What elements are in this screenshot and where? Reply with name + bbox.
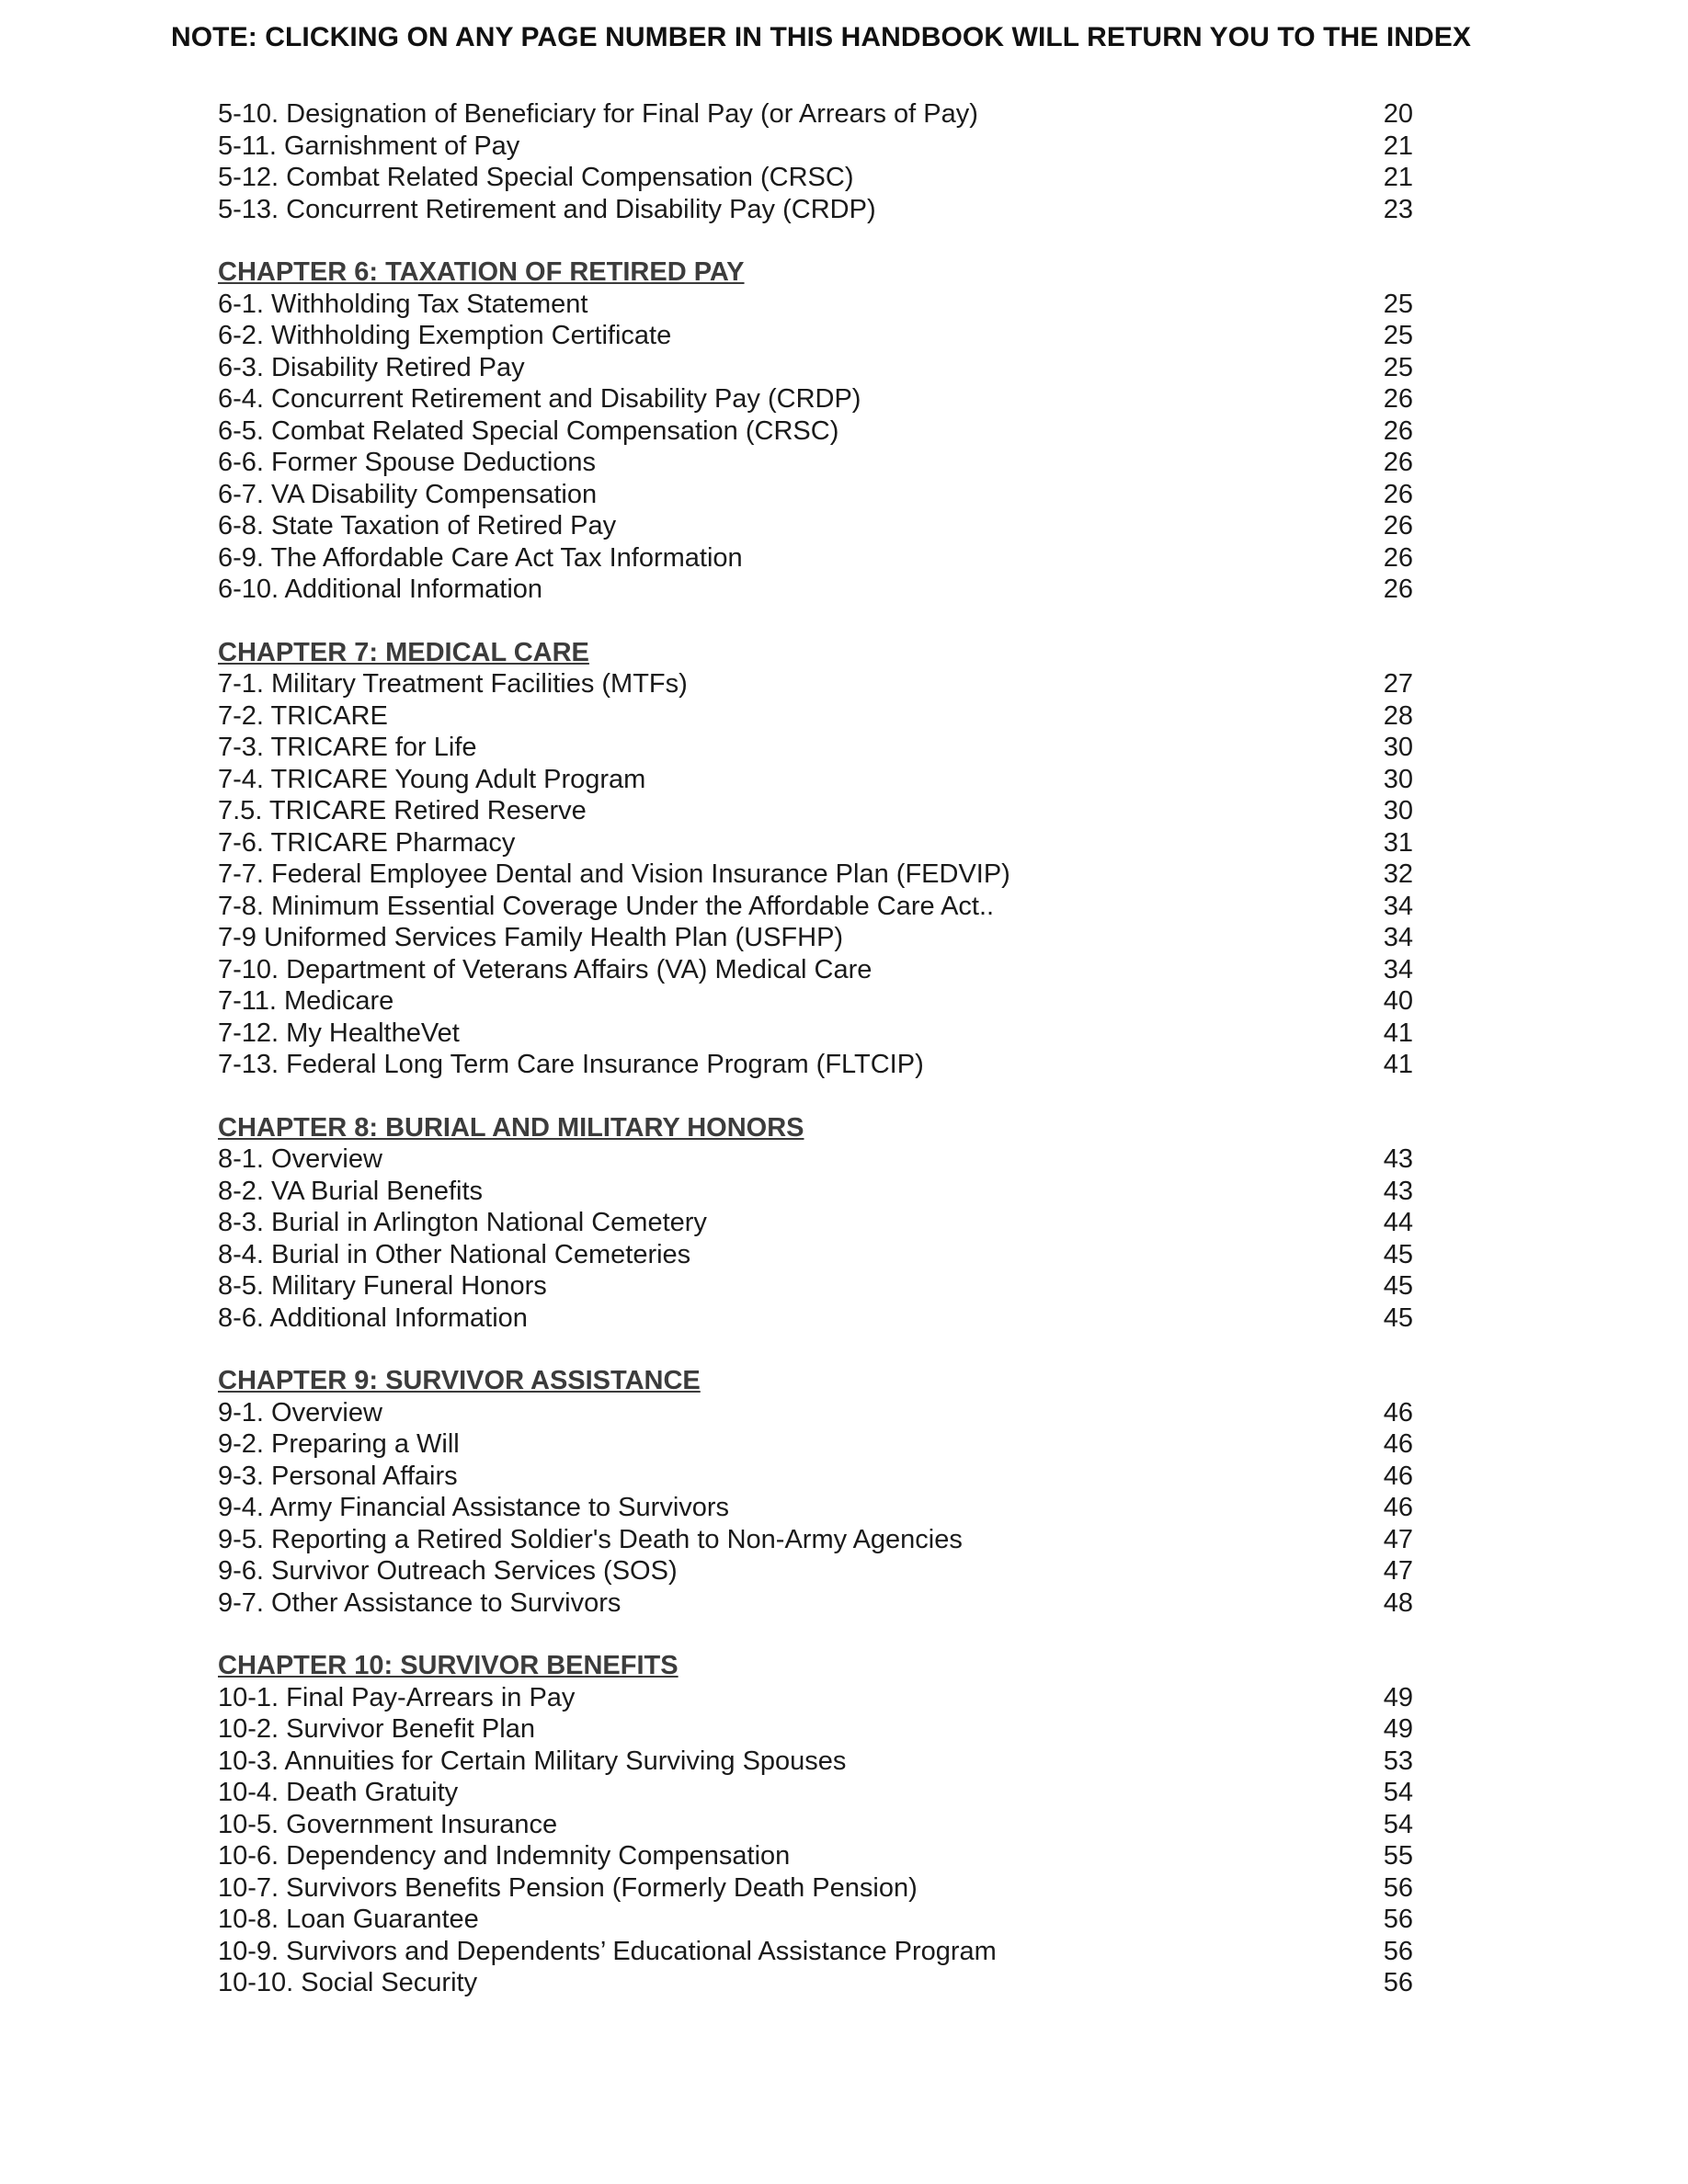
toc-entry [218, 859, 1413, 891]
toc-page-number-link[interactable]: 49 [1383, 1682, 1413, 1712]
toc-page-number-link[interactable]: 54 [1383, 1809, 1413, 1839]
toc-entry [218, 1840, 1413, 1872]
toc-entry-label[interactable]: 9-5. Reporting a Retired Soldier's Death to Non-Army Agencies [218, 1524, 963, 1554]
toc-page-number-link[interactable]: 21 [1383, 163, 1413, 192]
toc-entry [218, 764, 1413, 796]
toc-entry [218, 1936, 1413, 1968]
toc-page-number-link[interactable]: 21 [1383, 131, 1413, 161]
toc-entry [218, 1524, 1413, 1556]
toc-entry-label[interactable]: 9-1. Overview [218, 1397, 382, 1428]
toc-page-number-link[interactable]: 28 [1383, 700, 1413, 731]
toc-entry-label[interactable]: 7-8. Minimum Essential Coverage Under the Affordable Care Act.. [218, 891, 995, 921]
toc-entry-label[interactable]: 6-10. Additional Information [218, 574, 543, 604]
toc-page-number-link[interactable]: 41 [1383, 1050, 1413, 1079]
toc-entry-label[interactable]: 7-11. Medicare [218, 986, 394, 1016]
toc-entry-label[interactable]: 6-2. Withholding Exemption Certificate [218, 321, 672, 350]
toc-entry-label[interactable]: 8-1. Overview [218, 1144, 382, 1174]
toc-page-number-link[interactable]: 45 [1383, 1302, 1413, 1333]
toc-entry [218, 194, 1413, 226]
toc-page-number-link[interactable]: 34 [1383, 891, 1413, 921]
toc-entry [218, 1713, 1413, 1746]
toc-page-number-link[interactable]: 48 [1383, 1587, 1413, 1618]
toc-entry-label[interactable]: 6-9. The Affordable Care Act Tax Information [218, 542, 743, 573]
toc-entry-label[interactable]: 7-13. Federal Long Term Care Insurance Program (FLTCIP) [218, 1050, 924, 1079]
toc-entry [218, 542, 1413, 574]
toc-entry-label[interactable]: 6-6. Former Spouse Deductions [218, 448, 597, 477]
toc-page-number-link[interactable]: 46 [1383, 1397, 1413, 1428]
toc-entry [218, 827, 1413, 859]
toc-entry [218, 1872, 1413, 1905]
toc-page-number-link[interactable]: 26 [1383, 511, 1413, 540]
chapter-heading: CHAPTER 9: SURVIVOR ASSISTANCE [218, 1366, 701, 1395]
toc-entry-label[interactable]: 7.5. TRICARE Retired Reserve [218, 796, 587, 825]
toc-entry-label[interactable]: 10-3. Annuities for Certain Military Surviving Spouses [218, 1746, 847, 1776]
chapter-heading: CHAPTER 6: TAXATION OF RETIRED PAY [218, 257, 745, 287]
toc-entry [218, 668, 1413, 700]
toc-entry [218, 954, 1413, 986]
toc-entry-label[interactable]: 8-6. Additional Information [218, 1302, 528, 1333]
chapter-section [218, 1365, 1413, 1619]
toc-entry [218, 98, 1413, 131]
toc-page-number-link[interactable]: 26 [1383, 479, 1413, 509]
toc-entry [218, 447, 1413, 479]
toc-page-number-link[interactable]: 25 [1383, 321, 1413, 350]
toc-page-number-link[interactable]: 25 [1383, 352, 1413, 382]
toc-entry [218, 985, 1413, 1018]
toc-entry [218, 1967, 1413, 1999]
toc-page-number-link[interactable]: 32 [1383, 859, 1413, 889]
toc-page-number-link[interactable]: 45 [1383, 1239, 1413, 1269]
toc-entry [218, 1428, 1413, 1461]
toc-entry-label[interactable]: 6-3. Disability Retired Pay [218, 352, 525, 382]
index-note: NOTE: CLICKING ON ANY PAGE NUMBER IN THIS HANDBOOK WILL RETURN YOU TO THE INDEX [170, 22, 1472, 52]
toc-page-number-link[interactable]: 56 [1383, 1936, 1413, 1966]
toc-page-number-link[interactable]: 41 [1383, 1018, 1413, 1048]
chapter-section [218, 256, 1413, 606]
toc-entry [218, 891, 1413, 923]
chapters-container [218, 256, 1413, 1999]
toc-entry [218, 352, 1413, 384]
toc-entry [218, 1018, 1413, 1050]
toc-page-number-link[interactable]: 30 [1383, 764, 1413, 794]
toc-entry [218, 795, 1413, 827]
toc-entry-label[interactable]: 10-10. Social Security [218, 1968, 478, 1997]
toc-page-number-link[interactable]: 20 [1383, 99, 1413, 129]
toc-entry [218, 415, 1413, 448]
chapter-heading: CHAPTER 10: SURVIVOR BENEFITS [218, 1651, 679, 1680]
toc-page-number-link[interactable]: 26 [1383, 448, 1413, 477]
chapter-section [218, 1112, 1413, 1335]
toc-entry [218, 574, 1413, 606]
toc-page-number-link[interactable]: 45 [1383, 1271, 1413, 1301]
toc-entry-label[interactable]: 8-4. Burial in Other National Cemeteries [218, 1239, 691, 1269]
toc-entry-label[interactable]: 7-12. My HealtheVet [218, 1018, 460, 1048]
toc-entry-label[interactable]: 6-8. State Taxation of Retired Pay [218, 511, 617, 540]
toc-entry [218, 289, 1413, 321]
toc-entry-label[interactable]: 5-12. Combat Related Special Compensation (CRSC) [218, 163, 854, 192]
toc-entry-label[interactable]: 7-1. Military Treatment Facilities (MTFs) [218, 669, 688, 699]
toc-entry [218, 1049, 1413, 1081]
toc-entry-label[interactable]: 10-2. Survivor Benefit Plan [218, 1714, 535, 1744]
toc-entry [218, 1239, 1413, 1271]
toc-entry-label[interactable]: 8-5. Military Funeral Honors [218, 1271, 547, 1301]
intro-entries [218, 98, 1413, 225]
toc-page-number-link[interactable]: 46 [1383, 1493, 1413, 1522]
toc-entry [218, 1461, 1413, 1493]
toc-entry [218, 131, 1413, 163]
toc-page-number-link[interactable]: 47 [1383, 1524, 1413, 1554]
toc-entry [218, 1555, 1413, 1587]
table-of-contents [218, 98, 1413, 1999]
toc-entry-label[interactable]: 9-2. Preparing a Will [218, 1429, 460, 1459]
toc-entry [218, 1207, 1413, 1239]
toc-entry-label[interactable]: 7-10. Department of Veterans Affairs (VA) Medical Care [218, 954, 873, 984]
toc-page-number-link[interactable]: 56 [1383, 1872, 1413, 1903]
toc-entry-label[interactable]: 7-3. TRICARE for Life [218, 733, 477, 762]
chapter-section [218, 1650, 1413, 1999]
toc-page-number-link[interactable]: 31 [1383, 827, 1413, 858]
toc-entry-label[interactable]: 8-3. Burial in Arlington National Cemetery [218, 1208, 707, 1237]
toc-entry [218, 1809, 1413, 1841]
toc-entry [218, 1270, 1413, 1302]
toc-entry-label[interactable]: 10-1. Final Pay-Arrears in Pay [218, 1682, 576, 1712]
toc-entry [218, 1302, 1413, 1335]
toc-entry [218, 732, 1413, 764]
toc-entry-label[interactable]: 10-8. Loan Guarantee [218, 1905, 479, 1934]
toc-page-number-link[interactable]: 30 [1383, 796, 1413, 825]
toc-page-number-link[interactable]: 44 [1383, 1208, 1413, 1237]
toc-entry-label[interactable]: 7-9 Uniformed Services Family Health Plan (USFHP) [218, 923, 844, 952]
toc-entry [218, 1904, 1413, 1936]
toc-page-number-link[interactable]: 56 [1383, 1905, 1413, 1934]
toc-entry-label[interactable]: 7-4. TRICARE Young Adult Program [218, 764, 646, 794]
toc-page-number-link[interactable]: 25 [1383, 289, 1413, 319]
toc-entry-label[interactable]: 10-6. Dependency and Indemnity Compensation [218, 1841, 791, 1871]
toc-page-number-link[interactable]: 27 [1383, 669, 1413, 699]
toc-entry [218, 479, 1413, 511]
toc-page-number-link[interactable]: 34 [1383, 923, 1413, 952]
toc-page-number-link[interactable]: 30 [1383, 733, 1413, 762]
toc-page-number-link[interactable]: 47 [1383, 1556, 1413, 1586]
toc-page-number-link[interactable]: 34 [1383, 954, 1413, 984]
toc-entry [218, 1587, 1413, 1620]
toc-entry [218, 1492, 1413, 1524]
toc-entry [218, 1682, 1413, 1714]
toc-entry-label[interactable]: 9-4. Army Financial Assistance to Survivors [218, 1493, 730, 1522]
toc-entry-label[interactable]: 6-1. Withholding Tax Statement [218, 289, 588, 319]
toc-entry-label[interactable]: 6-5. Combat Related Special Compensation (CRSC) [218, 415, 839, 446]
toc-page-number-link[interactable]: 26 [1383, 384, 1413, 414]
toc-entry [218, 1176, 1413, 1208]
toc-page-number-link[interactable]: 55 [1383, 1841, 1413, 1871]
chapter-heading: CHAPTER 8: BURIAL AND MILITARY HONORS [218, 1112, 804, 1143]
toc-entry [218, 510, 1413, 542]
toc-entry-label[interactable]: 6-7. VA Disability Compensation [218, 479, 598, 509]
toc-entry-label[interactable]: 8-2. VA Burial Benefits [218, 1176, 484, 1206]
toc-entry-label[interactable]: 10-5. Government Insurance [218, 1809, 558, 1839]
toc-entry-label[interactable]: 10-7. Survivors Benefits Pension (Formerly Death Pension) [218, 1872, 918, 1903]
chapter-heading: CHAPTER 7: MEDICAL CARE [218, 637, 589, 667]
toc-entry-label[interactable]: 7-6. TRICARE Pharmacy [218, 827, 516, 858]
toc-page-number-link[interactable]: 46 [1383, 1461, 1413, 1491]
toc-page-number-link[interactable]: 49 [1383, 1714, 1413, 1744]
toc-entry-label[interactable]: 7-7. Federal Employee Dental and Vision Insurance Plan (FEDVIP) [218, 859, 1010, 889]
toc-page-number-link[interactable]: 23 [1383, 194, 1413, 224]
toc-entry-label[interactable]: 5-13. Concurrent Retirement and Disability Pay (CRDP) [218, 194, 876, 224]
toc-entry-label[interactable]: 9-6. Survivor Outreach Services (SOS) [218, 1556, 678, 1586]
toc-page-number-link[interactable]: 46 [1383, 1429, 1413, 1459]
toc-entry-label[interactable]: 10-9. Survivors and Dependents’ Educational Assistance Program [218, 1936, 997, 1966]
toc-entry [218, 383, 1413, 415]
toc-entry [218, 1397, 1413, 1429]
toc-page-number-link[interactable]: 56 [1383, 1968, 1413, 1997]
toc-page-number-link[interactable]: 53 [1383, 1746, 1413, 1776]
toc-entry [218, 700, 1413, 733]
toc-entry [218, 1143, 1413, 1176]
toc-page-number-link[interactable]: 26 [1383, 542, 1413, 573]
toc-page-number-link[interactable]: 26 [1383, 574, 1413, 604]
toc-entry-label[interactable]: 5-11. Garnishment of Pay [218, 131, 520, 161]
toc-page-number-link[interactable]: 26 [1383, 415, 1413, 446]
toc-entry [218, 162, 1413, 194]
toc-entry-label[interactable]: 9-3. Personal Affairs [218, 1461, 458, 1491]
toc-entry [218, 922, 1413, 954]
toc-entry-label[interactable]: 7-2. TRICARE [218, 700, 388, 731]
toc-page-number-link[interactable]: 54 [1383, 1778, 1413, 1807]
toc-entry-label[interactable]: 9-7. Other Assistance to Survivors [218, 1587, 622, 1618]
toc-entry [218, 320, 1413, 352]
toc-page-number-link[interactable]: 43 [1383, 1144, 1413, 1174]
toc-entry-label[interactable]: 6-4. Concurrent Retirement and Disability Pay (CRDP) [218, 384, 861, 414]
toc-entry-label[interactable]: 10-4. Death Gratuity [218, 1778, 459, 1807]
toc-page-number-link[interactable]: 40 [1383, 986, 1413, 1016]
toc-entry [218, 1777, 1413, 1809]
toc-entry [218, 1746, 1413, 1778]
chapter-section [218, 637, 1413, 1081]
toc-page-number-link[interactable]: 43 [1383, 1176, 1413, 1206]
toc-entry-label[interactable]: 5-10. Designation of Beneficiary for Final Pay (or Arrears of Pay) [218, 99, 978, 129]
